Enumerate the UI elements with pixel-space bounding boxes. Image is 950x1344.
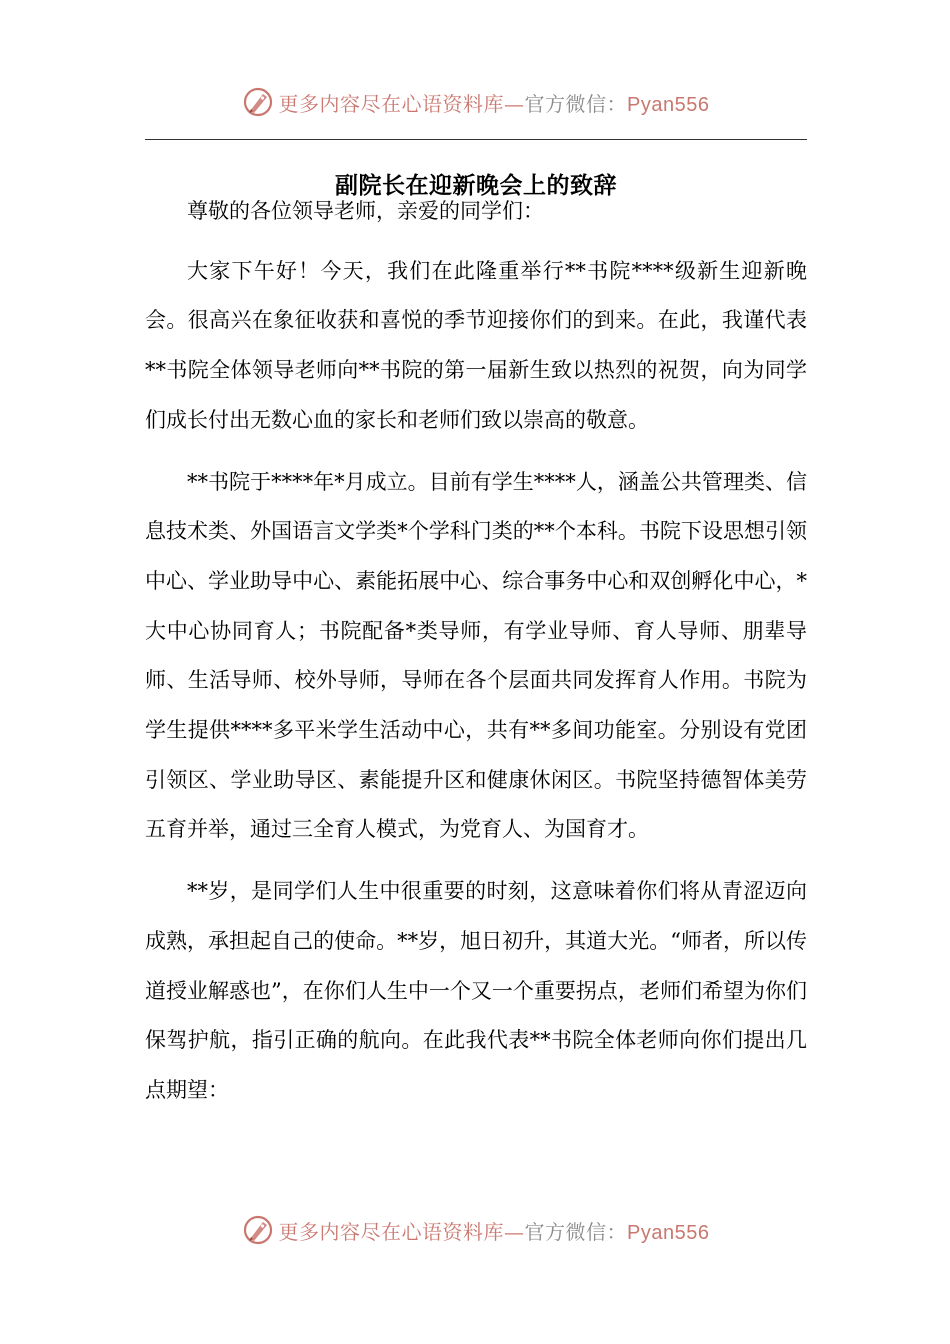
header-separator: — [504, 91, 525, 116]
footer-banner-text [279, 1216, 710, 1245]
pen-nib-logo-icon [241, 1213, 275, 1247]
pen-nib-logo-icon [241, 85, 275, 119]
paragraph: **书院于****年*月成立。目前有学生****人，涵盖公共管理类、信息技术类、外国语言文学类*个学科门类的**个本科。书院下设思想引领中心、学业助导中心、素能拓展中心、综合事务中心和双创孵化中心，*大中心协同育人；书院配备*类导师，有学业导师、育人导师、朋辈导师、生活导师、校外导师，导师在各个层面共同发挥育人作用。书院为学生提供****多平米学生活动中心，共有**多间功能室。分别设有党团引领区、学业助导区、素能提升区和健康休闲区。书院坚持德智体美劳五育并举，通过三全育人模式，为党育人、为国育才。 [145, 469, 807, 842]
paragraph: **岁，是同学们人生中很重要的时刻，这意味着你们将从青涩迈向成熟，承担起自己的使命。**岁，旭日初升，其道大光。“师者，所以传道授业解惑也”，在你们人生中一个又一个重要拐点，老师们希望为你们保驾护航，指引正确的航向。在此我代表**书院全体老师向你们提出几点期望： [145, 879, 807, 1102]
footer-wechat-id: Pyan556 [627, 1221, 710, 1244]
header-banner [0, 80, 950, 124]
salutation: 尊敬的各位领导老师，亲爱的同学们： [187, 199, 544, 223]
footer-brand: 更多内容尽在心语资料库 [278, 1219, 505, 1244]
header-banner-text [279, 88, 710, 117]
header-brand: 更多内容尽在心语资料库 [278, 91, 505, 116]
header-wechat-label: 官方微信： [524, 91, 628, 116]
header-divider [145, 139, 807, 140]
page-title: 副院长在迎新晚会上的致辞 [335, 173, 617, 200]
document-body [145, 187, 807, 1128]
footer-banner [0, 1208, 950, 1252]
footer-wechat-label: 官方微信： [524, 1219, 628, 1244]
paragraph: 大家下午好！今天，我们在此隆重举行**书院****级新生迎新晚会。很高兴在象征收获和喜悦的季节迎接你们的到来。在此，我谨代表**书院全体领导老师向**书院的第一届新生致以热烈的祝贺，向为同学们成长付出无数心血的家长和老师们致以崇高的敬意。 [145, 258, 807, 432]
footer-separator: — [504, 1219, 525, 1244]
header-wechat-id: Pyan556 [627, 93, 710, 116]
